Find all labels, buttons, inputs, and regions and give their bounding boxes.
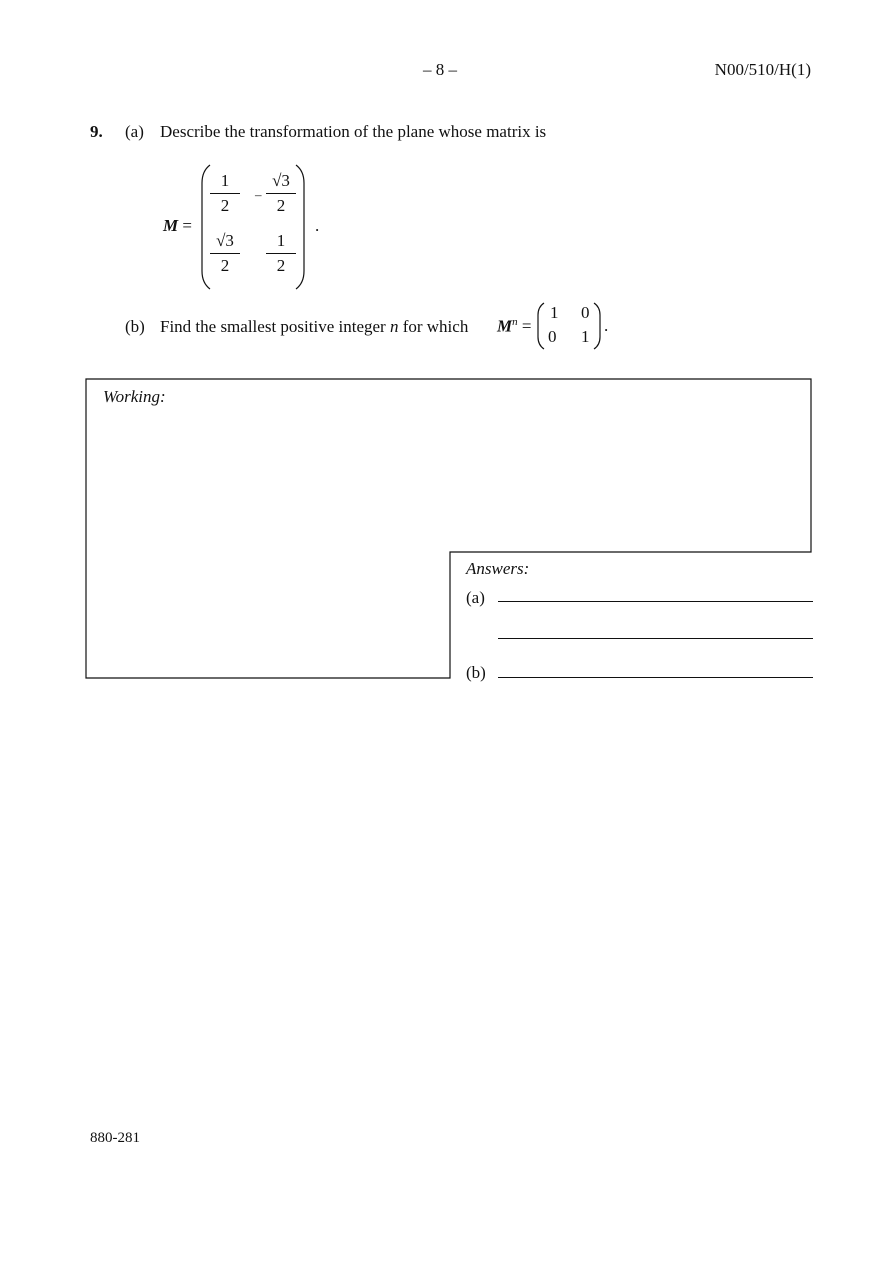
part-a-label: (a) (125, 122, 144, 141)
paper-code: N00/510/H(1) (714, 60, 811, 79)
identity-matrix (536, 301, 602, 351)
part-b-label: (b) (125, 317, 145, 336)
footer-code: 880-281 (90, 1130, 140, 1146)
matrix-r1c2: √3 2 (264, 171, 298, 216)
answer-b-line[interactable] (498, 677, 813, 678)
answer-a-label: (a) (466, 588, 485, 607)
question-number: 9. (90, 122, 103, 141)
matrix-power-label: $M^n$ = (497, 316, 532, 336)
working-label: Working: (103, 387, 166, 406)
page-number: – 8 – (423, 60, 457, 79)
matrix-m (200, 163, 306, 291)
identity-r1c2: 0 (581, 303, 590, 322)
identity-period: . (604, 316, 609, 335)
part-a-text: Describe the transformation of the plane whose matrix is (160, 122, 547, 141)
matrix-r1c1: 1 2 (208, 171, 242, 216)
minus-sign: – (255, 187, 262, 202)
identity-r1c1: 1 (550, 303, 559, 322)
equals-sign: = (182, 216, 192, 235)
matrix-r2c1: √3 2 (208, 231, 242, 276)
variable-n: n (389, 317, 399, 336)
answers-label: Answers: (466, 559, 530, 578)
answer-a-line-2[interactable] (498, 638, 813, 639)
matrix-period: . (315, 216, 320, 235)
matrix-name: M (163, 216, 179, 235)
identity-r2c1: 0 (548, 327, 557, 346)
answer-a-line-1[interactable] (498, 601, 813, 602)
identity-brackets (536, 301, 602, 351)
matrix-m-label (163, 216, 192, 236)
part-b-text: Find the smallest positive integer n for which (160, 317, 469, 336)
answer-b-label: (b) (466, 663, 486, 682)
matrix-r2c2: 1 2 (264, 231, 298, 276)
identity-r2c2: 1 (581, 327, 590, 346)
